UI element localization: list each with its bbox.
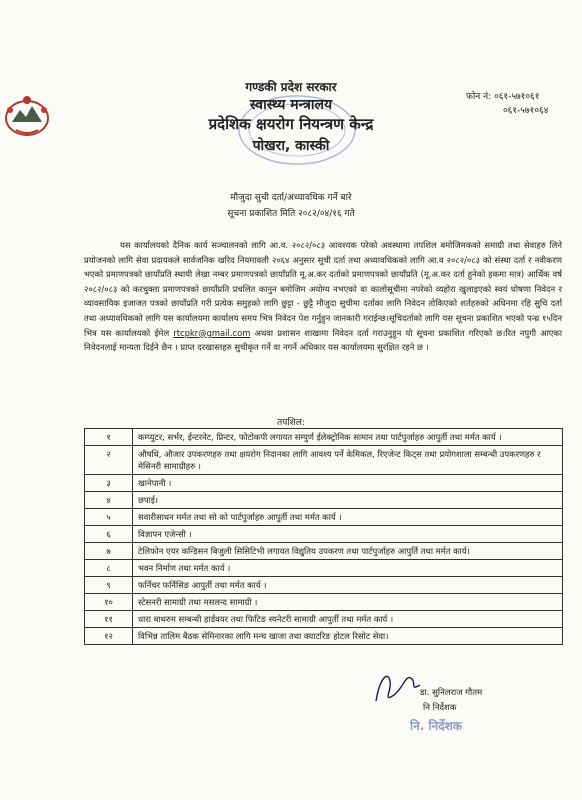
table-row — [85, 628, 563, 645]
phone-label: फोन नं: — [466, 92, 492, 102]
row-number: ७ — [85, 543, 133, 560]
items-table — [84, 428, 563, 645]
row-item-text: भवन निर्माण तथा मर्मत कार्य । — [133, 560, 563, 577]
table-row — [85, 543, 563, 560]
notice-body — [84, 238, 562, 355]
row-item-text: खानेपानी । — [133, 475, 563, 492]
row-item-text: टेलिफोन एयर कन्डिसन बिजुली सिसिटिभी लगायत विद्युतिय उपकरण तथा पार्टपुर्जाहरु आपुर्ति तथा मर्मत कार्य। — [133, 543, 563, 560]
row-item-text: औषधि, औजार उपकरणहरु तथा क्षयरोग निदानका लागि आवश्य पर्ने केमिकल, रिएजेन्ट किट्स तथा प्रयोगशाला सम्बन्धी उपकरणहरु र मेसिनरी सामाग्रीहरु । — [133, 446, 563, 475]
table-heading: तपशिल: — [277, 418, 305, 428]
contact-phone — [466, 90, 548, 118]
row-number: ३ — [85, 475, 133, 492]
table-row — [85, 446, 563, 475]
header-government: गण्डकी प्रदेश सरकार — [245, 80, 337, 94]
email-link[interactable]: rtcpkr@gmail.com — [173, 327, 251, 338]
header-location: पोखरा, कास्की — [252, 138, 330, 154]
signatory-name: डा. सुनिलराज गौतम — [420, 688, 483, 698]
row-number: ११ — [85, 611, 133, 628]
row-item-text: फर्निचर फर्निसिङ आपुर्ती तथा मर्मत कार्य । — [133, 577, 563, 594]
table-row — [85, 492, 563, 509]
table-row — [85, 611, 563, 628]
row-item-text: छपाई। — [133, 492, 563, 509]
table-row — [85, 594, 563, 611]
table-row — [85, 475, 563, 492]
row-item-text: विभिन्न तालिम बैठक सेमिनारका लागि मन्च खाजा तथा क्याटरिङ होटल रिसोट सेवा। — [133, 628, 563, 645]
row-item-text: कम्प्युटर, सर्भर, ईन्टरनेट, प्रिन्टर, फोटोकपी लगायत सम्पुर्ण ईलेक्ट्रोनिक सामान तथा पार्टपुर्जाहरु आपुर्ती तथा मर्मत कार्य । — [133, 429, 563, 446]
row-number: ५ — [85, 509, 133, 526]
body-text-main: यस कार्यालयको दैनिक कार्य सञ्चालनको लागि आ.व. २०८२/०८३ आवश्यक परेको अवस्थामा तपशिल बमोजिमकको समाग्री तथा सेवाहरु लिने प्रयोजनको लागि सेवा प्रदायकले सार्वजनिक खरिद नियमावली २०६४ अनुसार सुची दर्ता तथा अध्यावधिकको लागि आ.व २०८२/०८३ को संस्था दर्ता र नवीकरण भएको प्रमाणपत्रको छायाँप्रति स्थायी लेखा नम्बर प्रमाणपत्रको छायाँप्रति मू.अ.कर दर्ताको प्रमाणपत्रको छायाँप्रति (मू.अ.कर दर्ता हुनेको हकमा मात्र) आर्थिक वर्ष २०८२/०८३ को करचुक्ता प्रमाणपत्रको छायाँप्रति प्रचलित कानुन बमोजिम अयोग्य नभएको वा कालोसूचीमा नपरेको व्यहोरा खुलाइएको स्वयं घोषणा निवेदन र व्यावसायिक इजाजत पत्रको छायाँप्रति गरी प्रत्येक समुहको लागि छुट्टा - छुट्टै मौजुदा सुचीमा दर्ताका लागि निवेदन तोकिएको शर्तहरुको अधिनमा रहि सुचि दर्ता तथा अध्यावधिकको लागि यस कार्यालयमा कार्यालय समय भित्र निवेदन पेश गर्नुहुन जानकारी गराईन्छ।सूचिदर्ताको लागि यस सूचना प्रकाशित भएको पन्ध्र १५दिन भित्र यस कार्यालयको ईमेल — [84, 240, 562, 338]
row-number: ९ — [85, 577, 133, 594]
row-number: २ — [85, 446, 133, 475]
header-office: प्रदेशिक क्षयरोग नियन्त्रण केन्द्र — [208, 115, 374, 133]
table-row — [85, 509, 563, 526]
notice-publish-date: सूचना प्रकाशित मिति २०८२/०४/१६ गते — [227, 209, 355, 219]
table-row — [85, 560, 563, 577]
row-item-text: स्टेसनरी सामाग्री तथा मसलन्द सामाग्री । — [133, 594, 563, 611]
body-text-closing: अथवा प्रशासन शाखामा निवेदन दर्ता गराउनुहुन यो सूचना प्रकाशित गरिएको छ।रित नपुगी आएका निवेदनलाई मान्यता दिईने छैन । प्राप्त दरखास्तहरु सुचीकृत गर्ने वा नगर्ने अधिकार यस कार्यालयमा सुरक्षित रहने छ । — [84, 327, 562, 353]
notice-subject: मौजुदा सुची दर्ता/अध्यावधिक गर्ने बारे — [230, 193, 352, 203]
table-row — [85, 577, 563, 594]
row-number: ८ — [85, 560, 133, 577]
phone-number-2: ०६१-५७१०६४ — [503, 106, 549, 116]
row-number: ४ — [85, 492, 133, 509]
signatory-title: नि निर्देशक — [423, 703, 457, 713]
row-item-text: धारा बाथरुम सम्बन्धी हार्डवयर तथा फिटिङ स्यनेटरी सामाग्री आपुर्ती तथा मर्मत कार्य । — [133, 611, 563, 628]
row-item-text: विज्ञापन एजेन्सी । — [133, 526, 563, 543]
row-number: ६ — [85, 526, 133, 543]
row-number: १२ — [85, 628, 133, 645]
row-number: १ — [85, 429, 133, 446]
table-row — [85, 526, 563, 543]
phone-number-1: ०६१-५७१०६१ — [494, 92, 540, 102]
header-ministry: स्वास्थ्य मन्त्रालय — [249, 97, 333, 113]
row-number: १० — [85, 594, 133, 611]
title-stamp: नि. निर्देशक — [410, 719, 463, 733]
table-row — [85, 429, 563, 446]
row-item-text: सवारीसाधन मर्मत तथा सो को पार्टपुर्जाहरु आपुर्ती तथा मर्मत कार्य । — [133, 509, 563, 526]
